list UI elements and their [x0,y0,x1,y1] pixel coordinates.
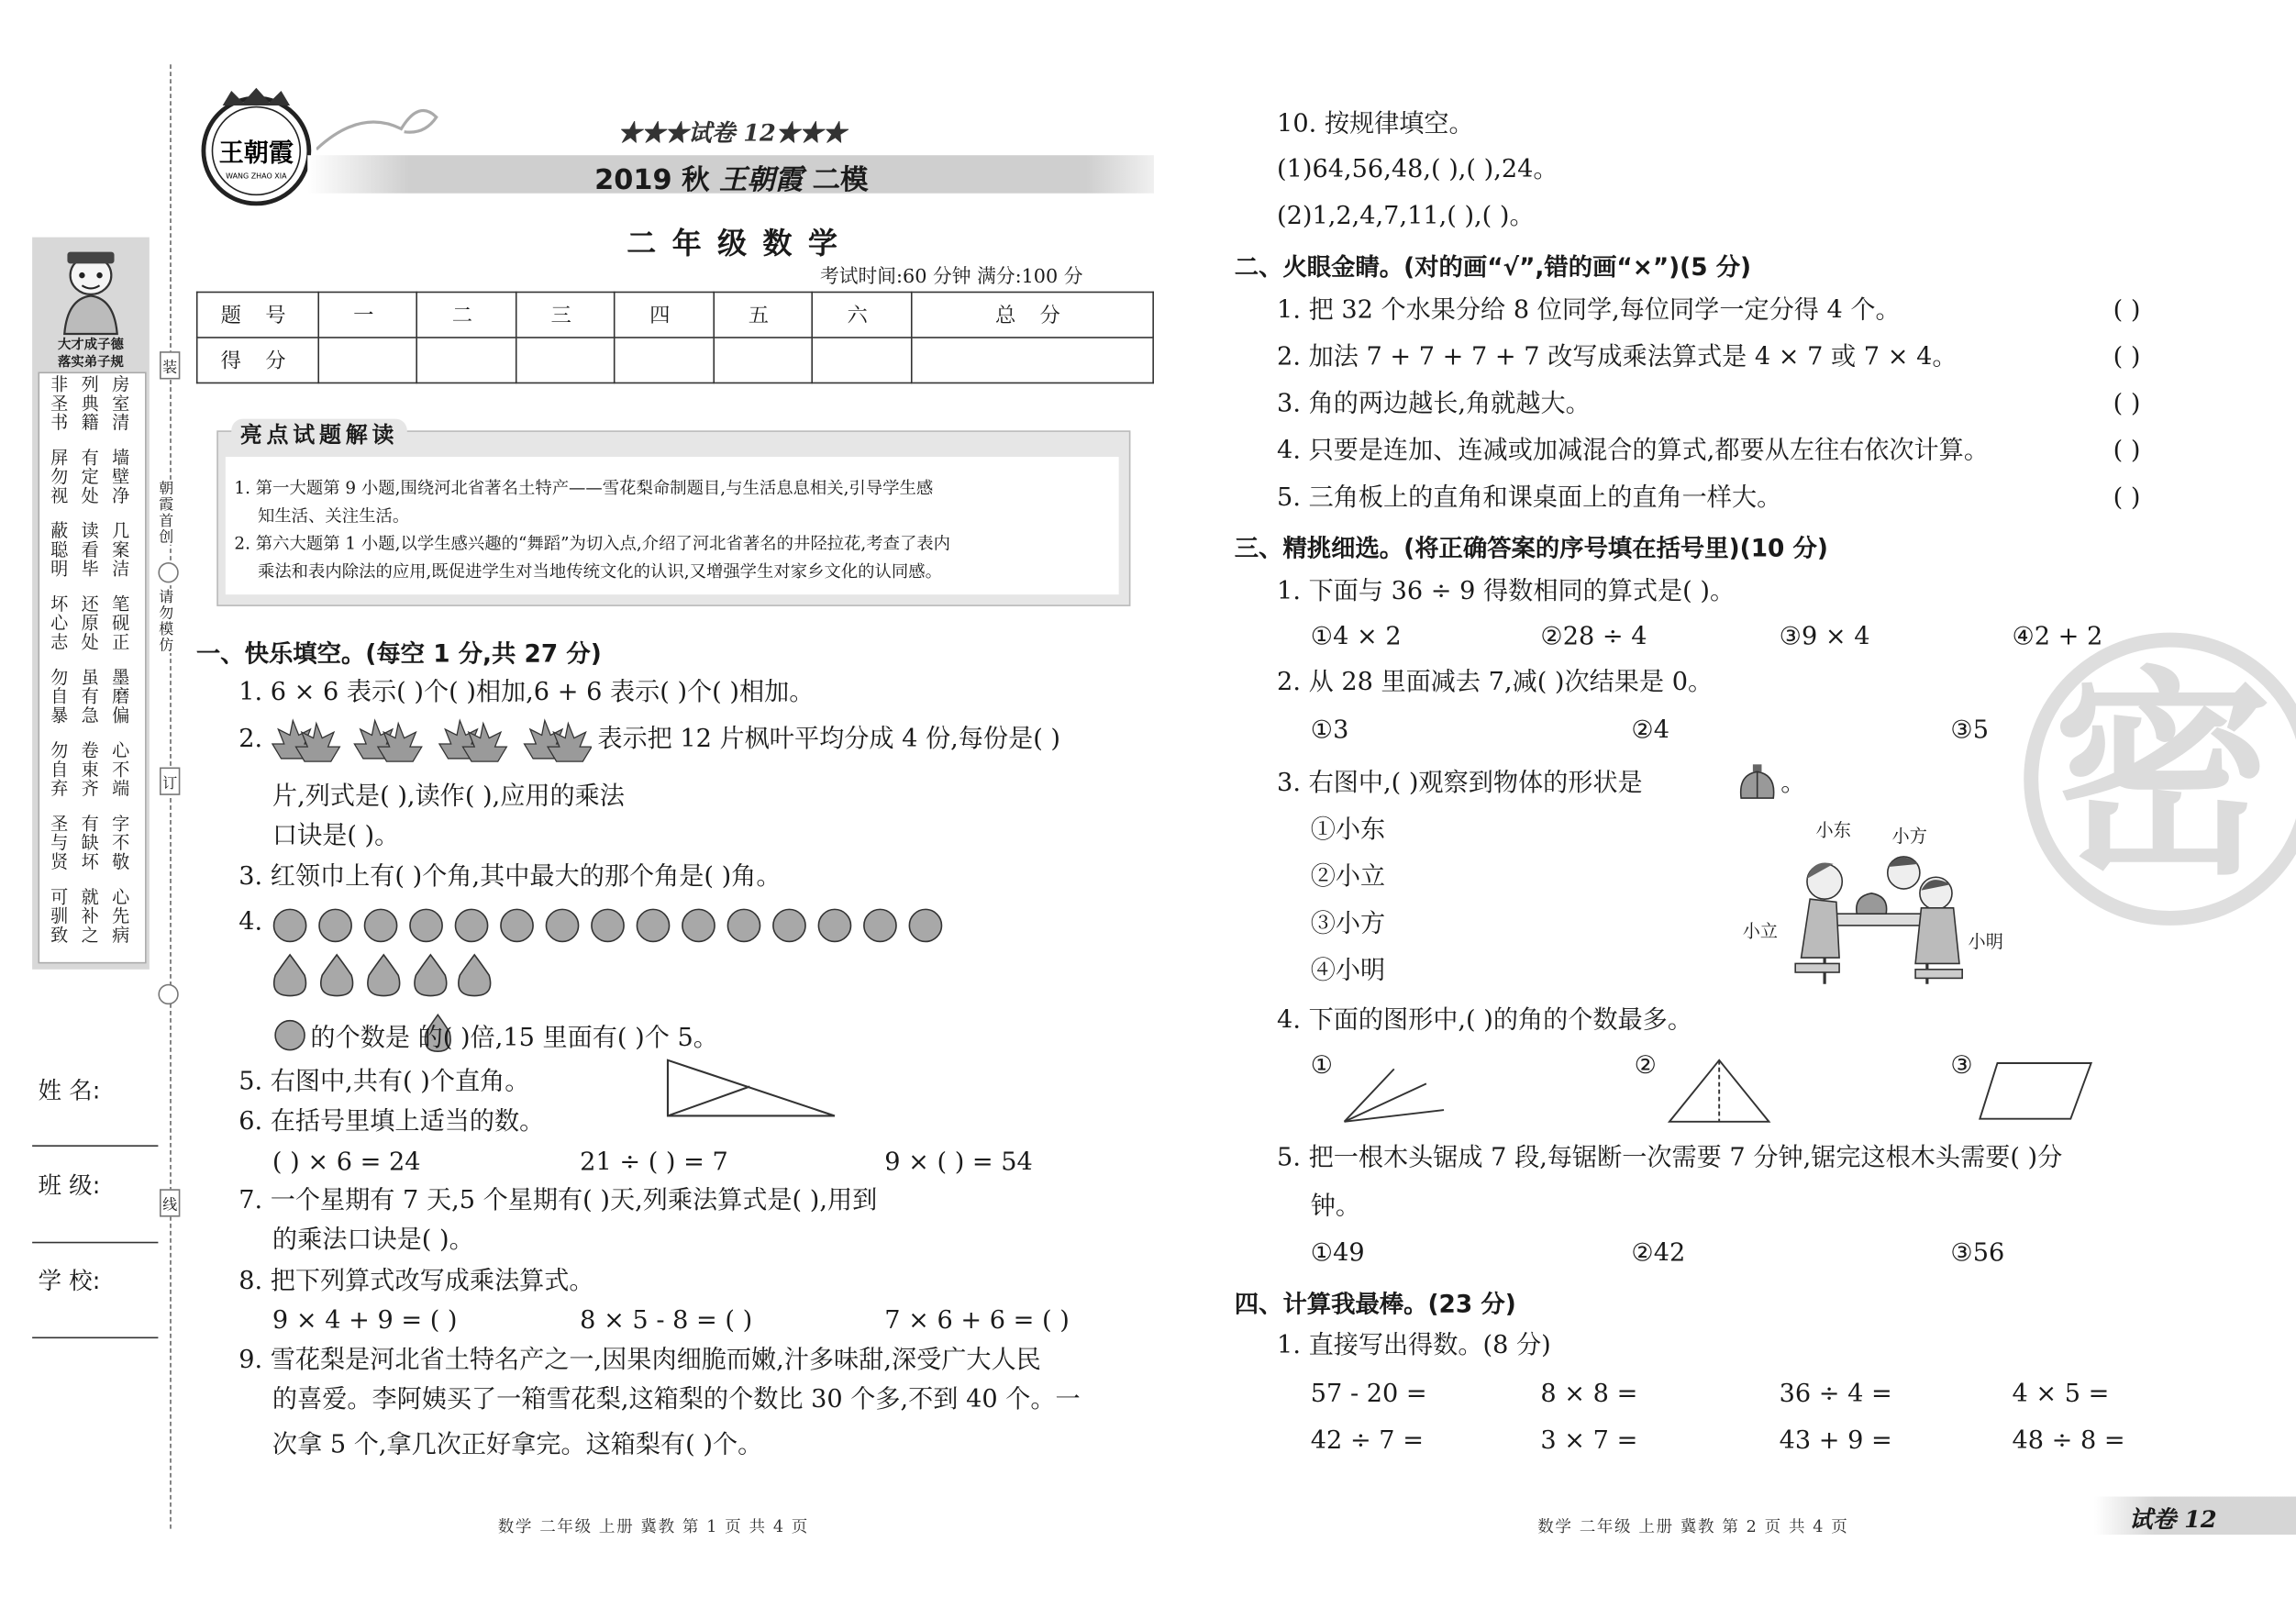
choice-option: ④2 + 2 [2012,622,2103,652]
class-field[interactable] [32,1239,158,1244]
score-col-section-6: 六 [813,292,912,337]
paper-number: ★★★试卷 12★★★ [617,118,847,147]
verse-column: 还原处 [79,594,100,652]
highlight-line: 2. 第六大题第 1 小题,以学生感兴趣的“舞蹈”为切入点,介绍了河北省著名的井陉拉花,考查了表内 [234,533,951,554]
question-6-c: 9 × ( ) = 54 [884,1148,1033,1178]
school-field[interactable] [32,1334,158,1338]
choice-question-3: 3. 右图中,( )观察到物体的形状是 [1277,769,1643,799]
question-8-c: 7 × 6 + 6 = ( ) [884,1305,1070,1336]
binding-mark-top: 装 [160,351,180,379]
class-label: 班 级: [38,1171,101,1200]
ribbon-decoration [316,96,449,155]
name-label: 姓 名: [38,1076,101,1104]
choice-option: ③5 [1950,715,1990,746]
exam-info: 考试时间:60 分钟 满分:100 分 [819,266,1083,289]
logo-brand-text: 王朝霞 [218,139,294,168]
exam-title-year: 2019 秋 [594,163,710,196]
verse-column: 坏心志 [48,594,70,652]
choice-option: ③ [1950,1051,1973,1081]
teapot-view-icon [1736,763,1780,802]
section-1-title: 一、快乐填空。(每空 1 分,共 27 分) [195,639,602,668]
pears-row [270,952,493,999]
question-2-line-a: 表示把 12 片枫叶平均分成 4 份,每份是( ) [597,725,1061,755]
verse-column: 有缺坏 [79,814,100,871]
score-col-section-3: 三 [516,292,616,337]
verse-column: 读看毕 [79,521,100,579]
highlights-text [234,474,950,585]
child-name-label: 小明 [1968,931,2003,952]
left-footer: 数学 二年级 上册 冀教 第 1 页 共 4 页 [497,1516,809,1536]
verse-column: 勿自暴 [48,667,70,726]
choice-option: ②28 ÷ 4 [1540,622,1647,652]
choice-option: ①4 × 2 [1310,622,1402,652]
score-col-section-4: 四 [615,292,714,337]
verse-column: 卷束齐 [79,740,100,799]
verse-column: 心先病 [109,887,131,945]
binding-line [170,64,172,1528]
question-2-number: 2. [238,725,263,755]
judge-item: 4. 只要是连加、连减或加减混合的算式,都要从左往右依次计算。 [1277,436,1989,466]
judge-answer-bracket[interactable]: ( ) [2113,436,2141,466]
choice-option: ①小东 [1310,815,1386,846]
calc-item: 8 × 8 = [1540,1379,1638,1409]
score-cell[interactable] [911,338,1153,383]
judge-answer-bracket[interactable]: ( ) [2113,342,2141,372]
judge-answer-bracket[interactable]: ( ) [2113,482,2141,513]
verse-column: 虽有急 [79,667,100,726]
score-col-total: 总 分 [911,292,1153,337]
logo-sub-text: WANG ZHAO XIA [226,172,287,181]
question-8: 8. 把下列算式改写成乘法算式。 [238,1266,594,1296]
question-7-line-b: 的乘法口诀是( )。 [272,1225,474,1256]
verse-column: 字不敬 [109,814,131,871]
calc-item: 48 ÷ 8 = [2012,1425,2125,1456]
score-row-label: 得 分 [197,338,319,383]
exam-title-brand: 王朝霞 [719,163,804,196]
children-table-illustration [1775,840,1974,987]
binding-mark-mid: 订 [160,768,180,795]
scholar-mascot [44,243,138,337]
calc-item: 57 - 20 = [1310,1379,1427,1409]
question-2-line-c: 口诀是( )。 [272,821,400,851]
question-4-text: 的个数是 的( )倍,15 里面有( )个 5。 [310,1023,718,1053]
child-name-label: 小东 [1815,819,1851,841]
choice-option: ①49 [1310,1238,1365,1269]
choice-option: ③9 × 4 [1779,622,1870,652]
exam-title-suffix: 二模 [812,163,869,196]
choice-question-4: 4. 下面的图形中,( )的角的个数最多。 [1277,1005,1692,1036]
score-col-section-1: 一 [318,292,417,337]
question-10: 10. 按规律填空。 [1277,109,1474,139]
calc-item: 3 × 7 = [1540,1425,1638,1456]
judge-item: 1. 把 32 个水果分给 8 位同学,每位同学一定分得 4 个。 [1277,295,1901,326]
question-10-part-2: (2)1,2,4,7,11,( ),( )。 [1277,202,1535,232]
question-3: 3. 红领巾上有( )个角,其中最大的那个角是( )角。 [238,862,782,893]
choice-option: ④小明 [1310,956,1386,986]
corner-tag: 试卷 12 [2129,1505,2217,1534]
section-2-title: 二、火眼金睛。(对的画“√”,错的画“×”)(5 分) [1234,253,1752,282]
score-cell[interactable] [714,338,813,383]
verse-column: 蔽聪明 [48,521,70,579]
exam-title [594,158,868,197]
verse-column: 可驯致 [48,887,70,945]
apples-row [270,902,947,946]
score-table-score-row [197,338,1153,383]
calc-item: 4 × 5 = [2012,1379,2110,1409]
choice-option: ③小方 [1310,909,1386,939]
score-table-header-row [197,292,1153,337]
parallelogram-figure-3 [1977,1060,2094,1122]
score-cell[interactable] [813,338,912,383]
maple-leaf-groups [270,715,592,771]
name-field[interactable] [32,1142,158,1147]
highlight-line: 知生活、关注生活。 [257,505,410,527]
judge-answer-bracket[interactable]: ( ) [2113,295,2141,326]
verse-column: 屏勿视 [48,448,70,505]
calc-question-1: 1. 直接写出得数。(8 分) [1277,1331,1551,1361]
binding-note-2: 请勿模仿 [152,589,174,653]
score-table [196,292,1154,384]
judge-item: 5. 三角板上的直角和课桌面上的直角一样大。 [1277,482,1782,513]
question-10-part-1: (1)64,56,48,( ),( ),24。 [1277,155,1558,185]
highlight-line: 乘法和表内除法的应用,既促进学生对当地传统文化的认识,又增强学生对家乡文化的认同感。 [257,560,942,582]
angle-figure-1 [1341,1066,1447,1125]
question-9-line-b: 的喜爱。李阿姨买了一箱雪花梨,这箱梨的个数比 30 个多,不到 40 个。一 [272,1385,1081,1415]
choice-option: ②4 [1631,715,1669,746]
question-1: 1. 6 × 6 表示( )个( )相加,6 + 6 表示( )个( )相加。 [238,678,815,708]
verse-column: 墨磨偏 [109,667,131,726]
calc-item: 42 ÷ 7 = [1310,1425,1424,1456]
verse-column: 非圣书 [48,374,70,432]
question-8-b: 8 × 5 - 8 = ( ) [580,1305,753,1336]
binding-circle-icon [158,562,178,582]
sidebar-motto [35,337,146,372]
binding-circle-icon [158,984,178,1004]
score-cell[interactable] [318,338,417,383]
child-name-label: 小方 [1891,826,1927,847]
question-8-a: 9 × 4 + 9 = ( ) [272,1305,458,1336]
choice-question-3-end: 。 [1780,769,1806,799]
judge-item: 2. 加法 7 + 7 + 7 + 7 改写成乘法算式是 4 × 7 或 7 × 4。 [1277,342,1958,372]
binding-mark-bottom: 线 [160,1189,180,1216]
secret-watermark [2024,633,2296,926]
verse-column: 心不端 [109,740,131,799]
triangle-figure-2 [1667,1058,1772,1125]
choice-question-5-line-a: 5. 把一根木头锯成 7 段,每锯断一次需要 7 分钟,锯完这根木头需要( )分 [1277,1143,2063,1173]
score-cell[interactable] [417,338,516,383]
school-label: 学 校: [38,1266,101,1295]
choice-option: ②小立 [1310,862,1386,893]
question-6-b: 21 ÷ ( ) = 7 [580,1148,728,1178]
choice-option: ③56 [1950,1238,2005,1269]
question-2-line-b: 片,列式是( ),读作( ),应用的乘法 [272,782,625,812]
verse-column: 房室清 [109,374,131,432]
question-6-a: ( ) × 6 = 24 [272,1148,421,1178]
score-cell[interactable] [516,338,616,383]
motto-line-2: 落实弟子规 [58,355,124,371]
question-6: 6. 在括号里填上适当的数。 [238,1106,545,1137]
apple-icon [272,1016,307,1051]
watermark-char: 密 [2053,649,2273,905]
choice-question-2: 2. 从 28 里面减去 7,减( )次结果是 0。 [1277,667,1714,697]
right-angle-triangles-figure [662,1058,841,1119]
choice-option: ②42 [1631,1238,1686,1269]
verse-column: 墙壁净 [109,448,131,505]
motto-line-1: 大才成子德 [58,338,124,353]
score-col-section-5: 五 [714,292,813,337]
section-4-title: 四、计算我最棒。(23 分) [1234,1290,1516,1318]
choice-question-5-line-b: 钟。 [1310,1192,1361,1222]
verse-column: 有定处 [79,448,100,505]
verse-column: 几案洁 [109,521,131,579]
calc-item: 43 + 9 = [1779,1425,1892,1456]
question-9-line-a: 9. 雪花梨是河北省土特名产之一,因果肉细脆而嫩,汁多味甜,深受广大人民 [238,1346,1041,1376]
score-col-section-2: 二 [417,292,516,337]
calc-item: 36 ÷ 4 = [1779,1379,1892,1409]
score-cell[interactable] [615,338,714,383]
binding-note-1: 朝霞首创 [152,481,174,545]
child-name-label: 小立 [1742,921,1779,942]
verse-column: 列典籍 [79,374,100,432]
subject-title: 二 年 级 数 学 [627,225,841,261]
score-col-label: 题 号 [197,292,319,337]
verse-column: 圣与贤 [48,814,70,871]
section-3-title: 三、精挑细选。(将正确答案的序号填在括号里)(10 分) [1234,534,1828,563]
verse-column: 笔砚正 [109,594,131,652]
question-5: 5. 右图中,共有( )个直角。 [238,1067,530,1097]
highlights-title: 亮点试题解读 [231,419,407,450]
question-7-line-a: 7. 一个星期有 7 天,5 个星期有( )天,列乘法算式是( ),用到 [238,1186,878,1216]
verse-column: 就补之 [79,887,100,945]
judge-answer-bracket[interactable]: ( ) [2113,389,2141,419]
choice-option: ①3 [1310,715,1349,746]
choice-option: ① [1310,1051,1334,1081]
question-4-number: 4. [238,907,263,937]
right-footer: 数学 二年级 上册 冀教 第 2 页 共 4 页 [1537,1516,1849,1536]
judge-item: 3. 角的两边越长,角就越大。 [1277,389,1591,419]
question-9-line-c: 次拿 5 个,拿几次正好拿完。这箱梨有( )个。 [272,1430,763,1460]
choice-option: ② [1634,1051,1657,1081]
verse-column: 勿自弃 [48,740,70,799]
highlight-line: 1. 第一大题第 9 小题,围绕河北省著名土特产——雪花梨命制题目,与生活息息相关,引导学生感 [234,477,934,498]
choice-question-1: 1. 下面与 36 ÷ 9 得数相同的算式是( )。 [1277,576,1736,606]
brand-logo-icon [196,85,316,211]
